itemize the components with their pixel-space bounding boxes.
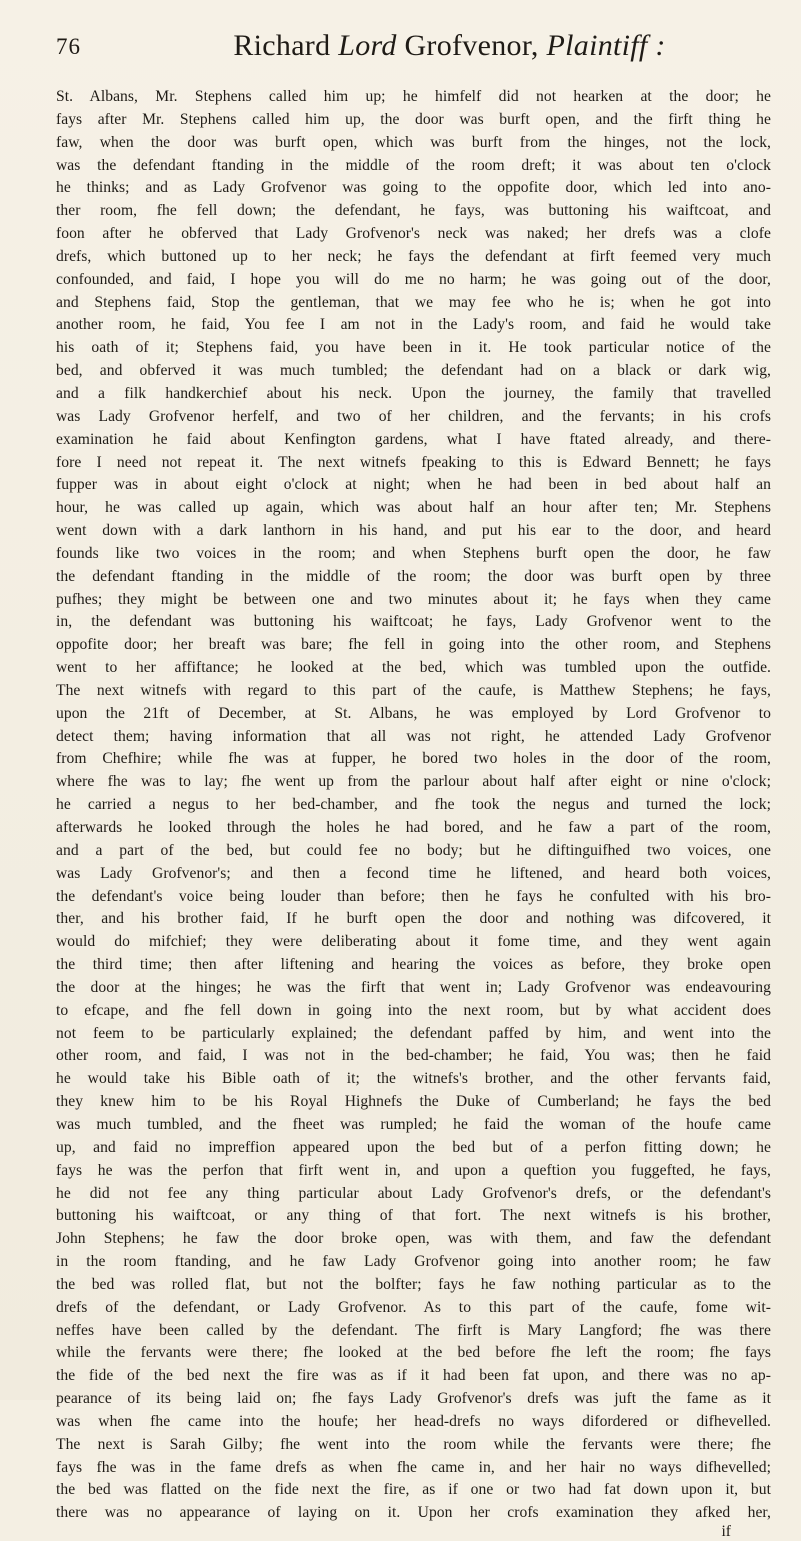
- running-head: [128, 29, 771, 63]
- running-head-lord: Lord: [338, 29, 397, 62]
- text-line: in the room ftanding, and he faw Lady Grofvenor going into another room; he faw: [56, 1253, 771, 1271]
- text-line: other room, and faid, I was not in the bed-chamber; he faid, You was; then he faid: [56, 1047, 771, 1065]
- text-line: where fhe was to lay; fhe went up from the parlour about half after eight or nine o'clock;: [56, 773, 771, 791]
- text-line: went down with a dark lanthorn in his hand, and put his ear to the door, and heard: [56, 522, 771, 540]
- text-line: from Chefhire; while fhe was at fupper, he bored two holes in the door of the room,: [56, 750, 771, 768]
- text-line: upon the 21ft of December, at St. Albans, he was employed by Lord Grofvenor to: [56, 704, 771, 722]
- text-line: buttoning his waiftcoat, or any thing of that fort. The next witnefs is his brother,: [56, 1207, 771, 1225]
- text-line: fore I need not repeat it. The next witnefs fpeaking to this is Edward Bennett; he fays: [56, 453, 771, 471]
- text-line: St. Albans, Mr. Stephens called him up; he himfelf did not hearken at the door; he: [56, 88, 771, 105]
- text-line: afterwards he looked through the holes he had bored, and he faw a part of the room,: [56, 819, 771, 836]
- text-line: foon after he obferved that Lady Grofvenor's neck was naked; her drefs was a clofe: [56, 225, 771, 243]
- text-line: fays he was the perfon that firft went in, and upon a queftion you fuggefted, he fays,: [56, 1161, 771, 1179]
- text-line: drefs, which buttoned up to her neck; he fays the defendant at firft feemed very much: [56, 247, 771, 265]
- text-line: pearance of its being laid on; fhe fays Lady Grofvenor's drefs was juft the fame as it: [56, 1390, 771, 1408]
- text-line: hour, he was called up again, which was about half an hour after ten; Mr. Stephens: [56, 499, 771, 517]
- text-line: fupper was in about eight o'clock at night; when he had been in bed about half an: [56, 476, 771, 494]
- text-line: neffes have been called by the defendant. The firft is Mary Langford; fhe was there: [56, 1321, 771, 1339]
- text-line: he carried a negus to her bed-chamber, and fhe took the negus and turned the lock;: [56, 796, 771, 814]
- text-line: the defendant ftanding in the middle of the room; the door was burft open by three: [56, 567, 771, 585]
- text-line: while the fervants were there; fhe looked at the bed before fhe left the room; fhe fays: [56, 1344, 771, 1362]
- text-line: up, and faid no impreffion appeared upon the bed but of a perfon fitting down; he: [56, 1138, 771, 1156]
- text-line: was much tumbled, and the fheet was rumpled; he faid the woman of the houfe came: [56, 1115, 771, 1133]
- text-line: and a part of the bed, but could fee no body; but he diftinguifhed two voices, one: [56, 841, 771, 859]
- text-line: he did not fee any thing particular about Lady Grofvenor's drefs, or the defendant's: [56, 1184, 771, 1202]
- text-line: was when fhe came into the houfe; her head-drefs no ways difordered or difhevelled.: [56, 1412, 771, 1430]
- text-line: the door at the hinges; he was the firft that went in; Lady Grofvenor was endeavouring: [56, 978, 771, 996]
- text-line: the third time; then after liftening and hearing the voices as before, they broke open: [56, 956, 771, 974]
- running-head-name: Richard: [233, 29, 339, 62]
- page-number: 76: [56, 34, 81, 59]
- text-line: went to her affiftance; he looked at the bed, which was tumbled upon the outfide.: [56, 659, 771, 677]
- text-line: John Stephens; he faw the door broke open, was with them, and faw the defendant: [56, 1230, 771, 1248]
- text-line: the fide of the bed next the fire was as if it had been fat upon, and there was no ap-: [56, 1367, 771, 1385]
- text-line: was Lady Grofvenor's; and then a fecond time he liftened, and heard both voices,: [56, 864, 771, 882]
- text-line: to efcape, and fhe fell down in going into the next room, but by what accident does: [56, 1001, 771, 1019]
- text-line: they knew him to be his Royal Highnefs the Duke of Cumberland; he fays the bed: [56, 1093, 771, 1111]
- text-line: confounded, and faid, I hope you will do me no harm; he was going out of the door,: [56, 270, 771, 288]
- text-line: would do mifchief; they were deliberating about it fome time, and they went again: [56, 933, 771, 951]
- text-line: he thinks; and as Lady Grofvenor was going to the oppofite door, which led into ano-: [56, 179, 771, 197]
- text-line: the bed was flatted on the fide next the fire, as if one or two had fat down upon it, but: [56, 1481, 771, 1499]
- text-line: the bed was rolled flat, but not the bolfter; fays he faw nothing particular as to the: [56, 1275, 771, 1293]
- text-line: fays fhe was in the fame drefs as when fhe came in, and her hair no ways difhevelled;: [56, 1458, 771, 1476]
- running-head-surname: Grofvenor,: [396, 29, 547, 62]
- text-line: in, the defendant was buttoning his waiftcoat; he fays, Lady Grofvenor went to the: [56, 613, 771, 631]
- text-line: fays after Mr. Stephens called him up, the door was burft open, and the firft thing he: [56, 110, 771, 128]
- text-line: another room, he faid, You fee I am not in the Lady's room, and faid he would take: [56, 316, 771, 334]
- text-line: examination he faid about Kenfington gardens, what I have ftated already, and there-: [56, 430, 771, 448]
- text-line: ther, and his brother faid, If he burft open the door and nothing was difcovered, it: [56, 910, 771, 928]
- text-line: not feem to be particularly explained; the defendant paffed by him, and went into the: [56, 1024, 771, 1042]
- running-head-plaintiff: Plaintiff :: [546, 29, 666, 62]
- text-line: detect them; having information that all was not right, he attended Lady Grofvenor: [56, 727, 771, 745]
- text-line: drefs of the defendant, or Lady Grofvenor. As to this part of the caufe, fome wit-: [56, 1298, 771, 1316]
- text-line: he would take his Bible oath of it; the witnefs's brother, and the other fervants faid,: [56, 1070, 771, 1088]
- text-line: there was no appearance of laying on it. Upon her crofs examination they afked her,: [56, 1504, 771, 1522]
- page-header: [56, 26, 771, 86]
- text-line: was Lady Grofvenor herfelf, and two of her children, and the fervants; in his crofs: [56, 407, 771, 425]
- text-line: the defendant's voice being louder than before; then he fays he confulted with his bro-: [56, 887, 771, 905]
- text-line: faw, when the door was burft open, which was burft from the hinges, not the lock,: [56, 133, 771, 151]
- text-line: founds like two voices in the room; and when Stephens burft open the door, he faw: [56, 544, 771, 562]
- text-line: and a filk handkerchief about his neck. Upon the journey, the family that travelled: [56, 384, 771, 402]
- text-line: The next witnefs with regard to this part of the caufe, is Matthew Stephens; he fays,: [56, 681, 771, 699]
- catchword: if: [721, 1523, 731, 1541]
- text-line: ther room, fhe fell down; the defendant, he fays, was buttoning his waiftcoat, and: [56, 202, 771, 220]
- text-line: The next is Sarah Gilby; fhe went into the room while the fervants were there; fhe: [56, 1435, 771, 1453]
- text-line: pufhes; they might be between one and two minutes about it; he fays when they came: [56, 590, 771, 608]
- text-line: and Stephens faid, Stop the gentleman, that we may fee who he is; when he got into: [56, 293, 771, 311]
- text-line: bed, and obferved it was much tumbled; the defendant had on a black or dark wig,: [56, 362, 771, 380]
- body-text: [56, 86, 771, 1525]
- text-line: was the defendant ftanding in the middle of the room dreft; it was about ten o'clock: [56, 156, 771, 174]
- text-line: oppofite door; her breaft was bare; fhe fell in going into the other room, and Stephens: [56, 636, 771, 654]
- text-line: his oath of it; Stephens faid, you have been in it. He took particular notice of the: [56, 339, 771, 357]
